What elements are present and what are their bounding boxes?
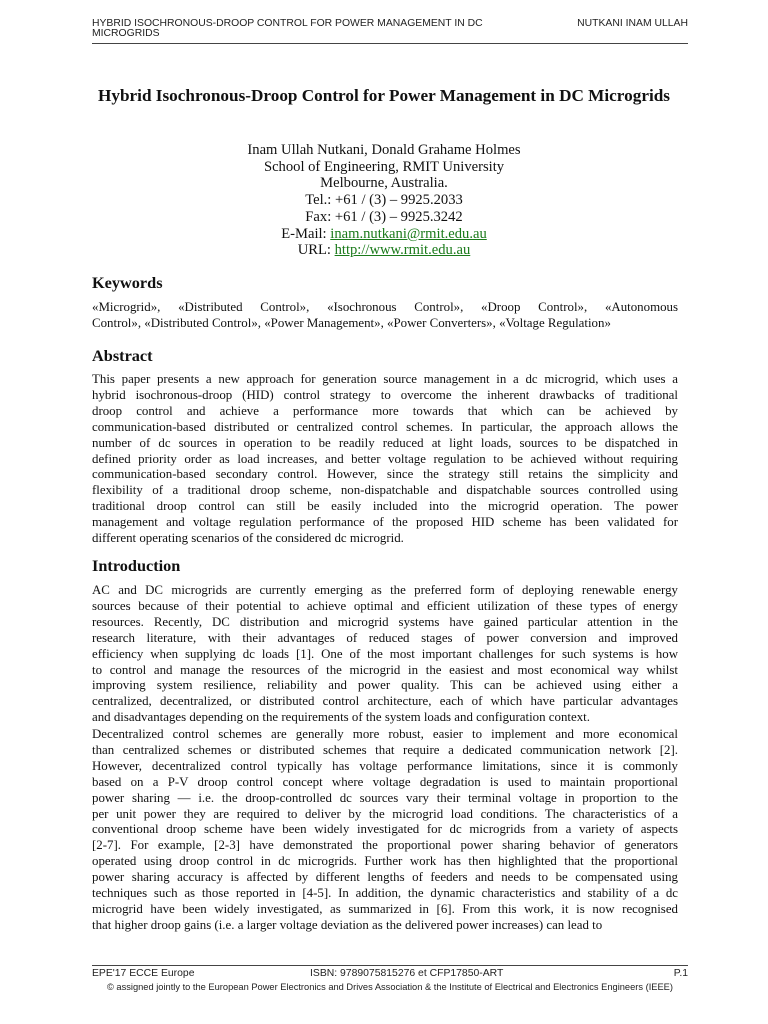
text-line: «Microgrid», «Distributed Control», «Isochronous Control», «Droop Control», «Autonomous: [92, 300, 678, 314]
text-line: Decentralized control schemes are generally more robust, easier to implement and more economical: [92, 727, 678, 741]
text-line: different operating scenarios of the considered dc microgrid.: [92, 531, 404, 546]
affiliation: School of Engineering, RMIT University: [263, 158, 505, 175]
text-line: power sharing — i.e. the droop-controlled dc sources vary their terminal voltage in proportion to the: [92, 790, 678, 805]
text-line: techniques such as those reported in [4-5]. In addition, the dynamic characteristics and stability of a dc: [92, 886, 678, 901]
text-line: [2-7]. For example, [2-3] have demonstrated the proportional power sharing behavior of generators: [92, 838, 678, 853]
text-line: flexibility of a traditional droop scheme, non-dispatchable and dispatchable sources controlled using: [92, 483, 678, 498]
page-number: P.1: [673, 968, 688, 979]
url-line: [92, 242, 676, 259]
email-label: E-Mail:: [281, 225, 331, 242]
text-line: This paper presents a new approach for generation source management in a dc microgrid, which uses a: [92, 372, 678, 386]
text-line: than centralized schemes or distributed schemes that require a dedicated communication network [2].: [92, 742, 678, 757]
text-line: efficiency when supplying dc loads [1]. One of the most important challenges for such systems is how: [92, 646, 678, 661]
telephone: Tel.: +61 / (3) – 9925.2033: [305, 192, 463, 209]
introduction-heading: Introduction: [92, 556, 181, 575]
text-line: defined priority order as load increases, and better voltage regulation to be achieved without requiring: [92, 451, 678, 466]
running-title: HYBRID ISOCHRONOUS-DROOP CONTROL FOR POWER MANAGEMENT IN DC MICROGRIDS: [92, 18, 483, 39]
running-author: NUTKANI INAM ULLAH: [577, 18, 688, 29]
text-line: improving system resilience, reliability and power quality. This can be achieved using either a: [92, 678, 678, 693]
introduction-paragraph-2: [92, 727, 678, 934]
conference-name: EPE'17 ECCE Europe: [92, 968, 195, 979]
url-label: URL:: [297, 242, 335, 259]
text-line: research literature, with their advantages of reduced stages of power conversion and improved: [92, 630, 678, 645]
url-link[interactable]: http://www.rmit.edu.au: [334, 242, 471, 259]
text-line: microgrid have been widely investigated, as summarized in [6]. From this work, it is now recognised: [92, 901, 678, 916]
text-line: communication-based secondary control. However, since the strategy still retains the simplicity and: [92, 467, 678, 482]
author-block: [92, 142, 676, 259]
keywords-text: [92, 300, 678, 332]
email-line: [92, 226, 676, 243]
text-line: number of dc sources in operation to be readily reduced at light loads, sources to be dispatched in: [92, 435, 678, 450]
text-line: sources because of their potential to achieve optimal and efficient utilization of these types of energy: [92, 598, 678, 613]
copyright-notice: © assigned jointly to the European Power Electronics and Drives Association & the Institute of Electrical and Electronics Engineers (IEEE): [107, 982, 673, 992]
abstract-text: [92, 372, 678, 547]
author-names: Inam Ullah Nutkani, Donald Grahame Holmes: [247, 142, 521, 158]
text-line: resources. Recently, DC distribution and microgrid systems have gained particular attention in the: [92, 614, 678, 629]
text-line: operated using droop control in dc microgrids. Further work has then highlighted that the proportional: [92, 854, 678, 869]
text-line: power sharing accuracy is affected by different lengths of feeders and needs to be compensated using: [92, 870, 678, 885]
text-line: Control», «Distributed Control», «Power Management», «Power Converters», «Voltage Regulation»: [92, 315, 611, 330]
location: Melbourne, Australia.: [320, 175, 448, 192]
paper-title: Hybrid Isochronous-Droop Control for Power Management in DC Microgrids: [98, 86, 670, 105]
text-line: per unit power they are required to deliver by the microgrid load conditions. The characteristics of a: [92, 806, 678, 821]
keywords-heading: Keywords: [92, 273, 163, 292]
text-line: to control and manage the resources of the microgrid in the easiest and most economical way whilst: [92, 662, 678, 677]
text-line: communication-based distributed or centralized control schemes. In particular, the approach allows the: [92, 419, 678, 434]
text-line: that higher droop gains (i.e. a larger voltage deviation as the delivered power increases) can lead to: [92, 917, 603, 932]
text-line: However, decentralized control typically has voltage performance limitations, since it is commonly: [92, 758, 678, 773]
footer-rule: [92, 965, 688, 966]
email-link[interactable]: inam.nutkani@rmit.edu.au: [330, 225, 487, 242]
text-line: traditional droop control can still be easily included into the microgrid operation. The power: [92, 499, 678, 514]
fax: Fax: +61 / (3) – 9925.3242: [305, 208, 463, 225]
header-rule: [92, 43, 688, 44]
running-header: [92, 19, 688, 45]
text-line: AC and DC microgrids are currently emerging as the preferred form of deploying renewable energy: [92, 583, 678, 597]
introduction-paragraph-1: [92, 583, 678, 726]
text-line: droop control and achieve a performance more towards that which can be achieved by: [92, 403, 678, 418]
text-line: management and voltage regulation performance of the proposed HID scheme has been validated for: [92, 515, 678, 530]
text-line: based on a P-V droop control concept where voltage degradation is used to maintain proportional: [92, 774, 678, 789]
isbn: ISBN: 9789075815276 et CFP17850-ART: [310, 968, 504, 979]
text-line: hybrid isochronous-droop (HID) control strategy to overcome the inherent drawbacks of traditional: [92, 387, 678, 402]
text-line: conventional droop scheme have been widely investigated for dc microgrids from a variety of aspects: [92, 822, 678, 837]
text-line: centralized, decentralized, or distributed control architecture, each of which have particular advantages: [92, 694, 678, 709]
text-line: and disadvantages depending on the requirements of the system loads and configuration context.: [92, 710, 590, 725]
footer: [92, 968, 688, 998]
abstract-heading: Abstract: [92, 346, 153, 365]
